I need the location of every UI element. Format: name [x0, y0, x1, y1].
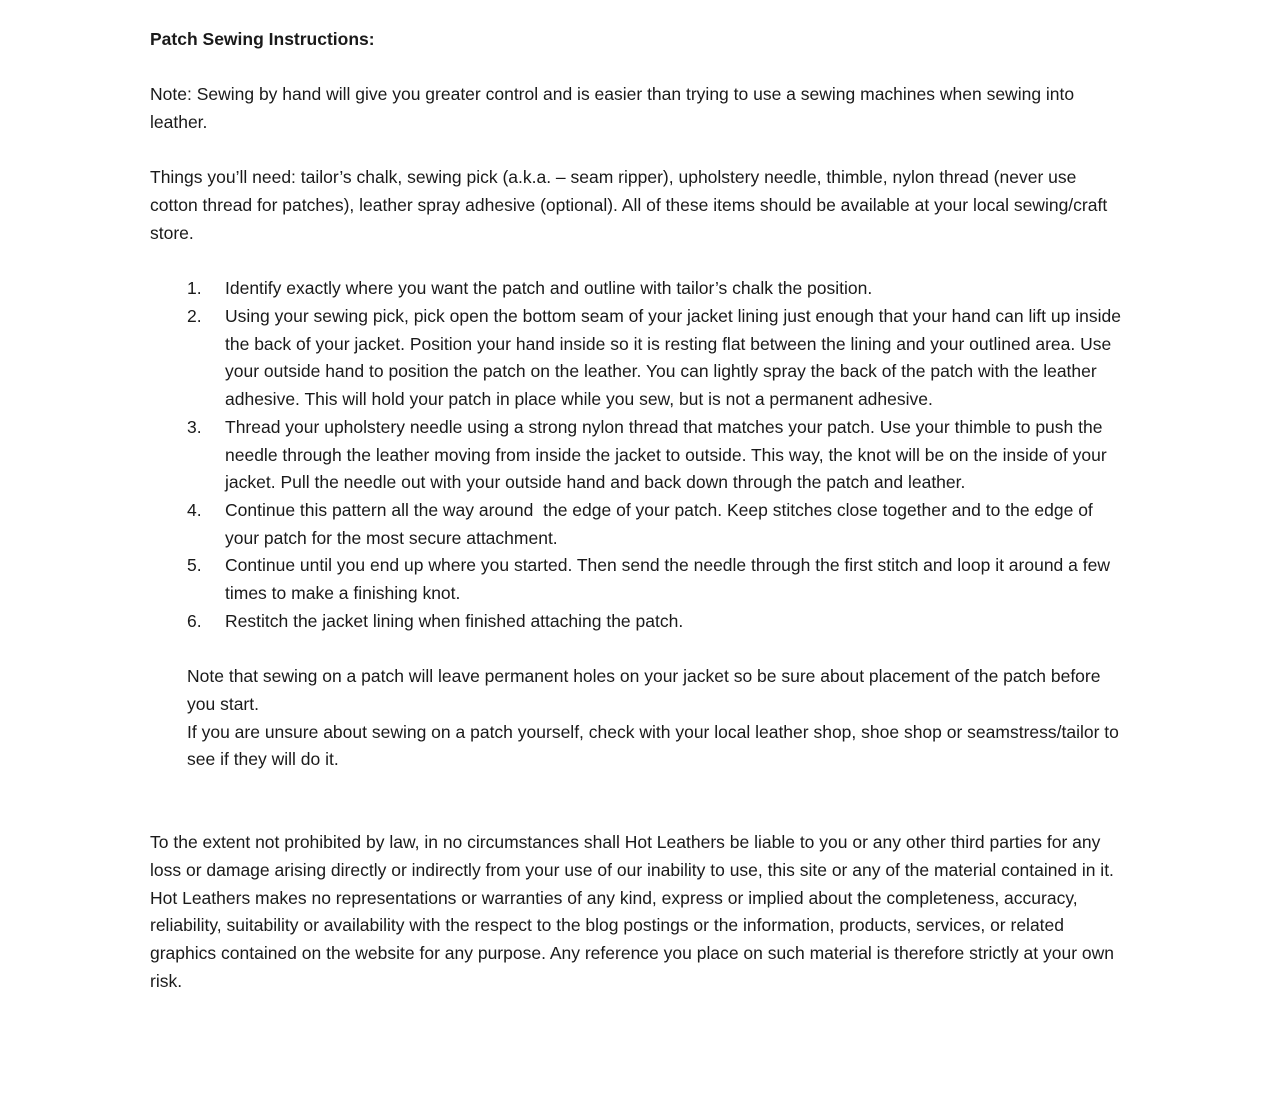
note-paragraph: Note: Sewing by hand will give you greater control and is easier than trying to use a sewing machines when sewing into leather.: [150, 84, 1079, 133]
page-title: Patch Sewing Instructions:: [150, 29, 375, 49]
list-item: [150, 552, 1125, 607]
list-item: [150, 608, 1125, 636]
list-item-number: 3.: [187, 416, 202, 437]
list-item: [150, 414, 1125, 497]
list-item-text: Continue this pattern all the way around the edge of your patch. Keep stitches close together and to the edge of your patch for the most secure attachment.: [225, 499, 1098, 548]
instructions-list: [150, 275, 1125, 635]
unsure-note-paragraph: If you are unsure about sewing on a patch yourself, check with your local leather shop, shoe shop or seamstress/tailor to see if they will do it.: [187, 721, 1124, 770]
list-item-number: 5.: [187, 555, 202, 576]
list-item: [150, 497, 1125, 552]
list-item-number: 1.: [187, 278, 202, 299]
list-item-number: 6.: [187, 610, 202, 631]
list-item-text: Using your sewing pick, pick open the bottom seam of your jacket lining just enough that your hand can lift up inside the back of your jacket. Position your hand inside so it is resting flat between the lining and your outlined area. Use your outside hand to position the patch on the leather. You can lightly spray the back of the patch with the leather adhesive. This will hold your patch in place while you sew, but is not a permanent adhesive.: [225, 305, 1126, 410]
list-item-text: Continue until you end up where you started. Then send the needle through the first stitch and loop it around a few times to make a finishing knot.: [225, 555, 1115, 604]
list-item: [150, 303, 1125, 414]
list-item: [150, 275, 1125, 303]
list-item-number: 2.: [187, 305, 202, 326]
list-item-text: Thread your upholstery needle using a strong nylon thread that matches your patch. Use your thimble to push the needle through the leather moving from inside the jacket to outside. This way, the knot will be on the inside of your jacket. Pull the needle out with your outside hand and back down through the patch and leather.: [225, 416, 1112, 493]
list-item-number: 4.: [187, 499, 202, 520]
disclaimer-paragraph: To the extent not prohibited by law, in no circumstances shall Hot Leathers be liable to you or any other third parties for any loss or damage arising directly or indirectly from your use of our inability to use, this site or any of the material contained in it. Hot Leathers makes no representations or warranties of any kind, express or implied about the completeness, accuracy, reliability, suitability or availability with the respect to the blog postings or the information, products, services, or related graphics contained on the website for any purpose. Any reference you place on such material is therefore strictly at your own risk.: [150, 832, 1119, 991]
supplies-paragraph: Things you’ll need: tailor’s chalk, sewing pick (a.k.a. – seam ripper), upholstery needle, thimble, nylon thread (never use cotton thread for patches), leather spray adhesive (optional). All of these items should be available at your local sewing/craft store.: [150, 167, 1113, 243]
placement-note-paragraph: Note that sewing on a patch will leave permanent holes on your jacket so be sure about placement of the patch before you start.: [187, 666, 1106, 714]
list-item-text: Identify exactly where you want the patch and outline with tailor’s chalk the position.: [225, 278, 873, 299]
list-item-text: Restitch the jacket lining when finished attaching the patch.: [225, 610, 684, 631]
